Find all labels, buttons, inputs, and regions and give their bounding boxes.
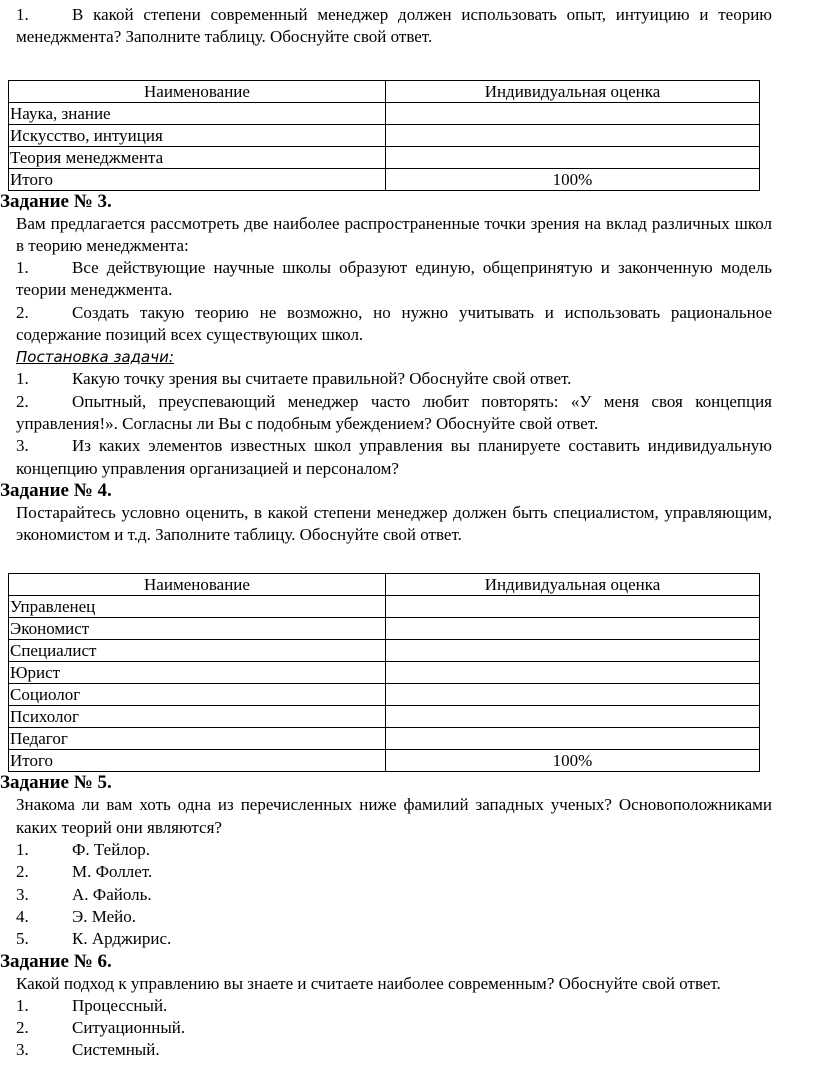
cell: Теория менеджмента — [9, 146, 386, 168]
list-item — [0, 368, 772, 390]
cell: Экономист — [9, 618, 386, 640]
cell[interactable] — [386, 596, 760, 618]
cell: 100% — [386, 168, 760, 190]
item-text: Все действующие научные школы образуют единую, общепринятую и законченную модель теории менеджмента. — [16, 258, 772, 300]
list-item — [0, 884, 772, 906]
item-text: В какой степени современный менеджер должен использовать опыт, интуицию и теорию менеджмента? Заполните таблицу. Обоснуйте свой ответ. — [16, 5, 772, 47]
item-number: 2. — [16, 302, 29, 322]
table-row — [9, 706, 760, 728]
task3-subtitle: Постановка задачи: — [16, 348, 174, 367]
table-row — [9, 168, 760, 190]
item-number: 2. — [16, 862, 29, 882]
item-text: Создать такую теорию не возможно, но нужно учитывать и использовать рациональное содержание позиций всех существующих школ. — [16, 302, 772, 345]
list-item — [0, 302, 772, 347]
item-number: 3. — [16, 436, 29, 456]
task4-table — [8, 573, 760, 772]
cell: Итого — [9, 168, 386, 190]
item-text: Системный. — [72, 1040, 160, 1060]
list-item — [0, 391, 772, 436]
cell: Юрист — [9, 662, 386, 684]
cell: Психолог — [9, 706, 386, 728]
item-text: Э. Мейо. — [72, 906, 137, 926]
list-item — [0, 928, 772, 950]
header-score: Индивидуальная оценка — [386, 80, 760, 102]
task5-title: Задание № 5. — [0, 772, 112, 794]
cell[interactable] — [386, 640, 760, 662]
task6-intro: Какой подход к управлению вы знаете и считаете наиболее современным? Обоснуйте свой ответ. — [16, 973, 721, 993]
table-row — [9, 728, 760, 750]
item-number: 5. — [16, 929, 29, 949]
item-text: М. Фоллет. — [72, 862, 153, 882]
item-text: Из каких элементов известных школ управления вы планируете составить индивидуальную концепцию управления организацией и персоналом? — [16, 436, 772, 478]
table-row — [9, 640, 760, 662]
task6-title: Задание № 6. — [0, 950, 112, 972]
cell: Искусство, интуиция — [9, 124, 386, 146]
table-row — [9, 684, 760, 706]
item-text: Ситуационный. — [72, 1018, 186, 1038]
list-item — [0, 1039, 772, 1061]
cell: Управленец — [9, 596, 386, 618]
list-item — [0, 839, 772, 861]
table-row — [9, 662, 760, 684]
task5-intro: Знакома ли вам хоть одна из перечисленных ниже фамилий западных ученых? Основоположниками каких теорий они являются? — [16, 795, 772, 837]
item-number: 1. — [16, 369, 29, 389]
item-text: Какую точку зрения вы считаете правильной? Обоснуйте свой ответ. — [72, 369, 572, 389]
table-row — [9, 618, 760, 640]
item-number: 3. — [16, 1040, 29, 1060]
cell: Специалист — [9, 640, 386, 662]
item-number: 1. — [16, 995, 29, 1015]
task2-question — [0, 4, 772, 49]
task3-intro: Вам предлагается рассмотреть две наиболее распространенные точки зрения на вклад различных школ в теорию менеджмента: — [16, 213, 772, 255]
table-row — [9, 102, 760, 124]
item-number: 3. — [16, 884, 29, 904]
task2-table — [8, 80, 760, 191]
table-row — [9, 146, 760, 168]
task3-title: Задание № 3. — [0, 190, 112, 212]
item-number: 2. — [16, 1018, 29, 1038]
list-item — [0, 906, 772, 928]
cell[interactable] — [386, 728, 760, 750]
item-number: 1. — [16, 5, 29, 24]
cell: Педагог — [9, 728, 386, 750]
cell[interactable] — [386, 146, 760, 168]
list-item — [0, 257, 772, 302]
task4-intro: Постарайтесь условно оценить, в какой степени менеджер должен быть специалистом, управляющим, экономистом и т.д. Заполните таблицу. Обоснуйте свой ответ. — [16, 502, 772, 545]
item-number: 4. — [16, 906, 29, 926]
item-number: 1. — [16, 840, 29, 860]
cell[interactable] — [386, 124, 760, 146]
item-text: К. Арджирис. — [72, 929, 172, 949]
item-text: А. Файоль. — [72, 884, 152, 904]
cell[interactable] — [386, 618, 760, 640]
cell: Наука, знание — [9, 102, 386, 124]
table-row — [9, 750, 760, 772]
header-score: Индивидуальная оценка — [386, 574, 760, 596]
list-item — [0, 861, 772, 883]
header-name: Наименование — [9, 80, 386, 102]
cell: Социолог — [9, 684, 386, 706]
item-text: Процессный. — [72, 995, 168, 1015]
cell[interactable] — [386, 706, 760, 728]
item-text: Ф. Тейлор. — [72, 840, 151, 860]
item-number: 2. — [16, 391, 29, 411]
task4-title: Задание № 4. — [0, 479, 112, 501]
cell: 100% — [386, 750, 760, 772]
list-item — [0, 1017, 772, 1039]
cell[interactable] — [386, 684, 760, 706]
cell[interactable] — [386, 662, 760, 684]
list-item — [0, 995, 772, 1017]
table-row — [9, 596, 760, 618]
table-row — [9, 124, 760, 146]
item-number: 1. — [16, 258, 29, 278]
cell: Итого — [9, 750, 386, 772]
item-text: Опытный, преуспевающий менеджер часто любит повторять: «У меня своя концепция управления!». Согласны ли Вы с подобным убеждением? Обоснуйте свой ответ. — [16, 391, 772, 433]
header-name: Наименование — [9, 574, 386, 596]
cell[interactable] — [386, 102, 760, 124]
list-item — [0, 435, 772, 480]
